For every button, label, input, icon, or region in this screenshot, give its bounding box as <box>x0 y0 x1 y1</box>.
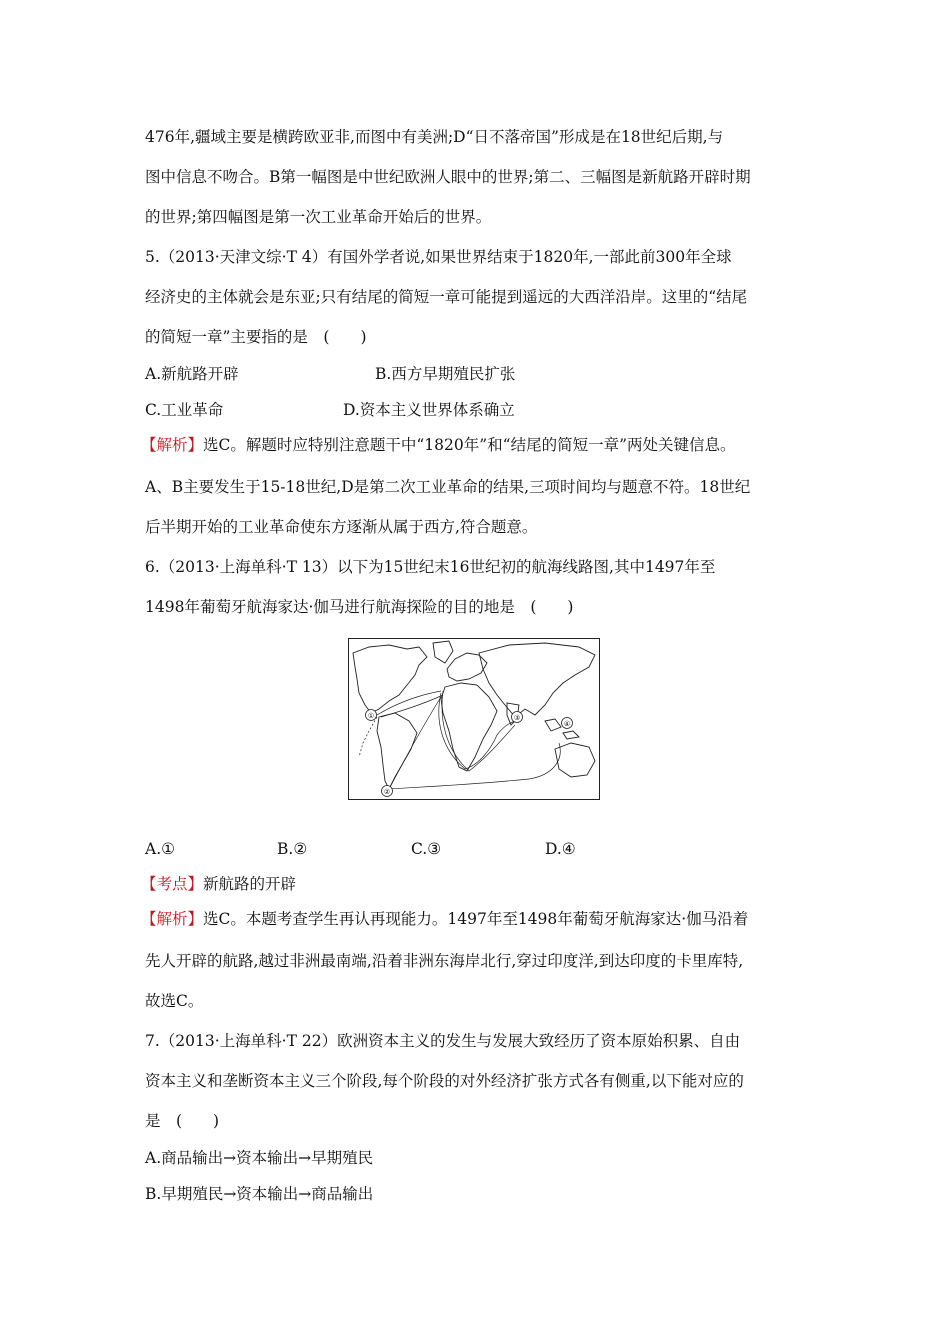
q7-stem-line2: 资本主义和垄断资本主义三个阶段,每个阶段的对外经济扩张方式各有侧重,以下能对应的 <box>145 1072 744 1090</box>
q5-analysis-line1 <box>141 434 736 456</box>
europe-outline <box>447 653 487 681</box>
q6-stem-line1: 6.（2013·上海单科·T 13）以下为15世纪末16世纪初的航海线路图,其中1497年至 <box>145 558 716 576</box>
map-label-1: ① <box>367 712 375 720</box>
q5-analysis-line3: 后半期开始的工业革命使东方逐渐从属于西方,符合题意。 <box>145 518 538 536</box>
q6-stem-line2: 1498年葡萄牙航海家达·伽马进行航海探险的目的地是 ( ) <box>145 598 574 616</box>
north-america-outline <box>353 645 427 713</box>
para1-line3: 的世界;第四幅图是第一次工业革命开始后的世界。 <box>145 208 492 226</box>
q7-stem-line3: 是 ( ) <box>145 1112 220 1130</box>
africa-outline <box>441 683 497 771</box>
route-magellan <box>389 697 560 789</box>
q6-option-a: A.① <box>145 840 176 858</box>
q6-analysis-text: 选C。本题考查学生再认再现能力。1497年至1498年葡萄牙航海家达·伽马沿着 <box>203 910 749 928</box>
para1-line1: 476年,疆域主要是横跨欧亚非,而图中有美洲;D“日不落帝国”形成是在18世纪后期,与 <box>145 128 724 146</box>
q5-stem-line3: 的简短一章”主要指的是 ( ) <box>145 328 367 346</box>
q6-analysis-line3: 故选C。 <box>145 992 204 1010</box>
q6-kaodian-line <box>141 873 296 895</box>
q6-analysis-tag: 【解析】 <box>141 910 204 928</box>
q5-analysis-tag: 【解析】 <box>141 436 204 454</box>
route-dashed <box>359 717 377 757</box>
q6-analysis-line2: 先人开辟的航路,越过非洲最南端,沿着非洲东海岸北行,穿过印度洋,到达印度的卡里库特, <box>145 952 744 970</box>
australia-outline <box>555 743 595 777</box>
map-label-3: ③ <box>513 714 521 722</box>
q5-option-a: A.新航路开辟 <box>145 365 239 383</box>
route-dagama <box>439 693 515 769</box>
map-label-2: ② <box>383 788 391 796</box>
q5-analysis-text: 选C。解题时应特别注意题干中“1820年”和“结尾的简短一章”两处关键信息。 <box>203 436 736 454</box>
asia-outline <box>479 643 595 717</box>
world-map-drawing <box>349 639 599 799</box>
q6-analysis-line1 <box>141 908 748 930</box>
voyage-route-map <box>348 638 600 800</box>
q5-stem-line2: 经济史的主体就会是东亚;只有结尾的简短一章可能提到遥远的大西洋沿岸。这里的“结尾 <box>145 288 748 306</box>
q5-option-d: D.资本主义世界体系确立 <box>343 401 515 419</box>
map-label-4: ④ <box>563 720 571 728</box>
q5-stem-line1: 5.（2013·天津文综·T 4）有国外学者说,如果世界结束于1820年,一部此前300年全球 <box>145 248 732 266</box>
q6-option-b: B.② <box>277 840 308 858</box>
q6-kaodian-tag: 【考点】 <box>141 875 204 893</box>
greenland-outline <box>433 641 453 663</box>
q5-option-b: B.西方早期殖民扩张 <box>375 365 516 383</box>
q6-option-d: D.④ <box>545 840 576 858</box>
q7-stem-line1: 7.（2013·上海单科·T 22）欧洲资本主义的发生与发展大致经历了资本原始积累、自由 <box>145 1032 741 1050</box>
q7-option-b: B.早期殖民→资本输出→商品输出 <box>145 1185 374 1203</box>
south-america-outline <box>377 713 417 789</box>
q6-option-c: C.③ <box>411 840 442 858</box>
para1-line2: 图中信息不吻合。B第一幅图是中世纪欧洲人眼中的世界;第二、三幅图是新航路开辟时期 <box>145 168 751 186</box>
q5-option-c: C.工业革命 <box>145 401 224 419</box>
route-dagama-2 <box>442 691 515 771</box>
q7-option-a: A.商品输出→资本输出→早期殖民 <box>145 1149 374 1167</box>
q5-analysis-line2: A、B主要发生于15-18世纪,D是第二次工业革命的结果,三项时间均与题意不符。18世纪 <box>145 478 751 496</box>
q6-kaodian-text: 新航路的开辟 <box>203 875 297 893</box>
